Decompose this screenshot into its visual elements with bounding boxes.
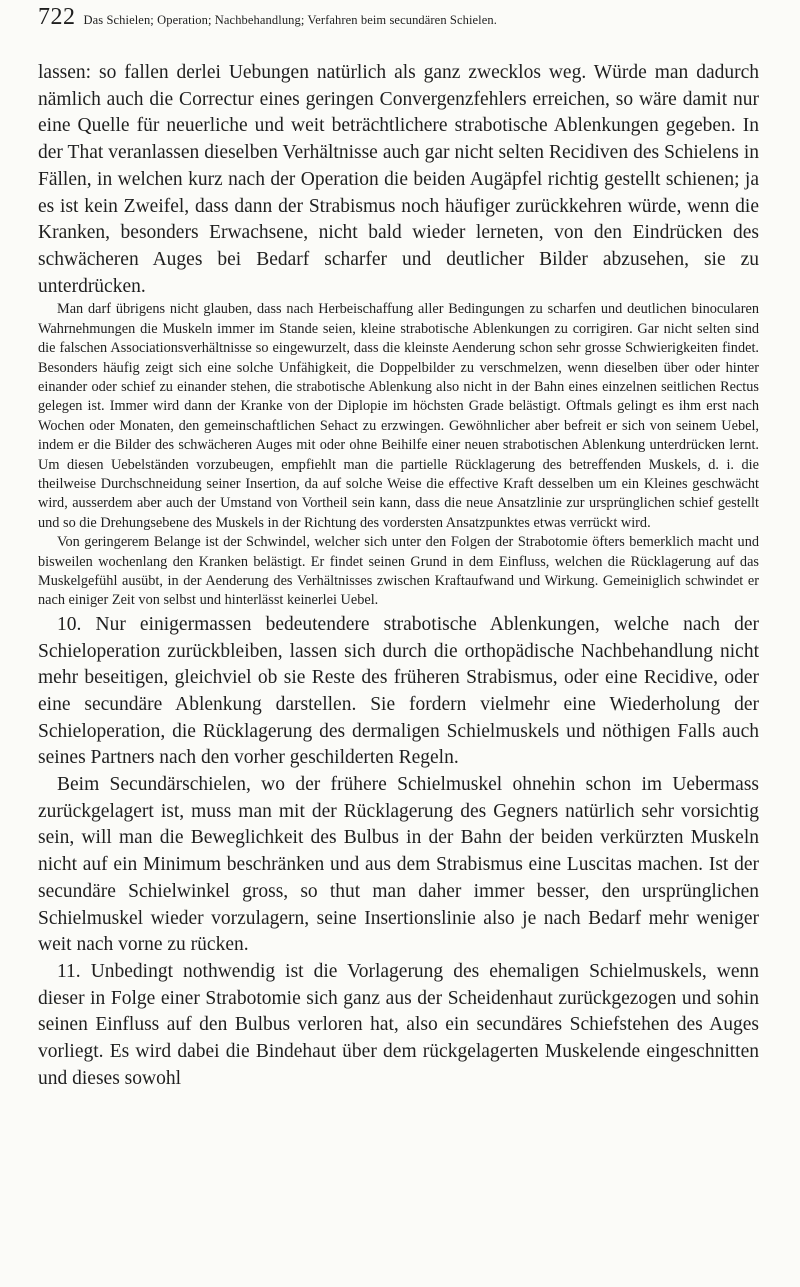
paragraph-opening: lassen: so fallen derlei Uebungen natürlich als ganz zwecklos weg. Würde man dadurch nämlich auch die Correctur eines geringen Convergenzfehlers erreichen, so wäre damit nur eine Quelle für neuerliche und weit beträchtlichere strabotische Ablenkungen gegeben. In der That veranlassen dieselben Verhältnisse auch gar nicht selten Recidiven des Schielens in Fällen, in welchen kurz nach der Operation die beiden Augäpfel richtig gestellt schienen; ja es ist kein Zweifel, dass dann der Strabismus noch häufiger zurückkehren würde, wenn die Kranken, besonders Erwachsene, nicht bald wieder lerneten, von den Eindrücken des schwächeren Auges bei Bedarf scharfer und deutlicher Bilder abzusehen, sie zu unterdrücken. [38, 62, 759, 297]
page-number: 722 [38, 4, 76, 30]
running-head: Das Schielen; Operation; Nachbehandlung; Verfahren beim secundären Schielen. [83, 13, 497, 27]
paragraph-note-vertigo: Von geringerem Belange ist der Schwindel, welcher sich unter den Folgen der Strabotomie öfters bemerklich macht und bisweilen wochenlang den Kranken belästigt. Er findet seinen Grund in dem Einfluss, welchen die Rücklagerung auf das Muskelgefühl ausübt, in der Aenderung des Verhältnisses zwischen Kraftaufwand und Wirkung. Gemeiniglich schwindet er nach einiger Zeit von selbst und hinterlässt keinerlei Uebel. [38, 534, 759, 609]
page-header [38, 4, 760, 34]
paragraph-secondary-squint: Beim Secundärschielen, wo der frühere Schielmuskel ohnehin schon im Uebermass zurückgelagert ist, muss man mit der Rücklagerung des Gegners natürlich sehr vorsichtig sein, will man die Beweglichkeit des Bulbus in der Bahn der beiden verkürzten Muskeln nicht auf ein Minimum beschränken und aus dem Strabismus eine Luscitas machen. Ist der secundäre Schielwinkel gross, so thut man daher immer besser, den ursprünglichen Schielmuskel wieder vorzulagern, seine Insertionslinie also je nach Bedarf mehr weniger weit nach vorne zu rücken. [38, 774, 759, 956]
paragraph-note-binocular: Man darf übrigens nicht glauben, dass nach Herbeischaffung aller Bedingungen zu scharfen und deutlichen binocularen Wahrnehmungen die Muskeln immer im Stande seien, kleine strabotische Ablenkungen zu corrigiren. Gar nicht selten sind die falschen Associationsverhältnisse so eingewurzelt, dass die kleinste Aenderung schon sehr grosse Schwierigkeiten findet. Besonders häufig zeigt sich eine solche Unfähigkeit, die Doppelbilder zu verschmelzen, wenn dieselben über oder hinter einander oder schief zu einander stehen, die strabotische Ablenkung also nicht in der Bahn eines einzelnen seitlichen Rectus gelegen ist. Immer wird dann der Kranke von der Diplopie im höchsten Grade belästigt. Oftmals gelingt es ihm erst nach Wochen oder Monaten, den gemeinschaftlichen Sehact zu erzwingen. Gewöhnlicher aber befreit er sich von seinem Uebel, indem er die Bilder des schwächeren Auges mit oder ohne Beihilfe einer neuen strabotischen Ablenkung unterdrücken lernt. Um diesen Uebelständen vorzubeugen, empfiehlt man die partielle Rücklagerung des betreffenden Muskels, d. i. die theilweise Durchschneidung seiner Insertion, da auf solche Weise die effective Kraft desselben um ein Kleines geschwächt wird, ausserdem aber auch der Umstand von Vortheil sein kann, dass die neue Ansatzlinie zur ursprünglichen schief gestellt und so die Drehungsebene des Muskels in der Richtung des vordersten Ansatzpunktes etwas verrückt wird. [38, 301, 759, 531]
paragraph-section-10: 10. Nur einigermassen bedeutendere strabotische Ablenkungen, welche nach der Schieloperation zurückbleiben, lassen sich durch die orthopädische Nachbehandlung nicht mehr beseitigen, gleichviel ob sie Reste des früheren Strabismus, oder eine Recidive, oder eine secundäre Ablenkung darstellen. Sie fordern vielmehr eine Wiederholung der Schieloperation, die Rücklagerung des dermaligen Schielmuskels und nöthigen Falls auch seines Partners nach den vorher geschilderten Regeln. [38, 613, 759, 769]
paragraph-section-11: 11. Unbedingt nothwendig ist die Vorlagerung des ehemaligen Schielmuskels, wenn dieser in Folge einer Strabotomie sich ganz aus der Scheidenhaut zurückgezogen und sohin seinen Einfluss auf den Bulbus verloren hat, also ein secundäres Schiefstehen des Auges vorliegt. Es wird dabei die Bindehaut über dem rückgelagerten Muskelende eingeschnitten und dieses sowohl [38, 960, 759, 1089]
page-body [38, 60, 759, 1092]
